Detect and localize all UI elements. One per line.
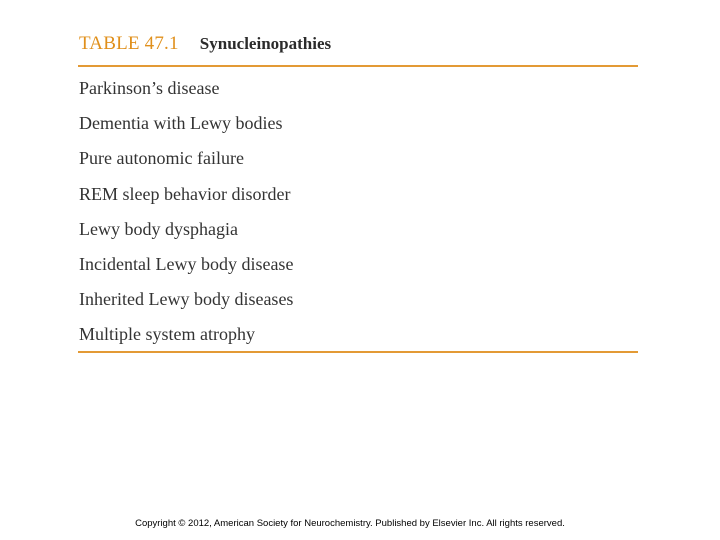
table-body [79, 76, 293, 358]
table-top-rule [78, 65, 638, 67]
table-row: Pure autonomic failure [79, 148, 244, 169]
table-bottom-rule [78, 351, 638, 353]
table-row: REM sleep behavior disorder [79, 183, 291, 204]
copyright-notice [0, 518, 720, 529]
table-title: Synucleinopathies [199, 34, 332, 53]
table-row: Inherited Lewy body diseases [79, 289, 294, 310]
table-row: Parkinson’s disease [79, 78, 220, 98]
table-row: Lewy body dysphagia [79, 218, 238, 239]
table-row: Multiple system atrophy [79, 324, 255, 345]
copyright-text: Copyright © 2012, American Society for Neurochemistry. Published by Elsevier Inc. All rights reserved. [135, 518, 565, 529]
table-row: Incidental Lewy body disease [79, 253, 294, 274]
table-row: Dementia with Lewy bodies [79, 113, 283, 134]
table-number: TABLE 47.1 [79, 33, 179, 54]
table-header [79, 33, 331, 57]
